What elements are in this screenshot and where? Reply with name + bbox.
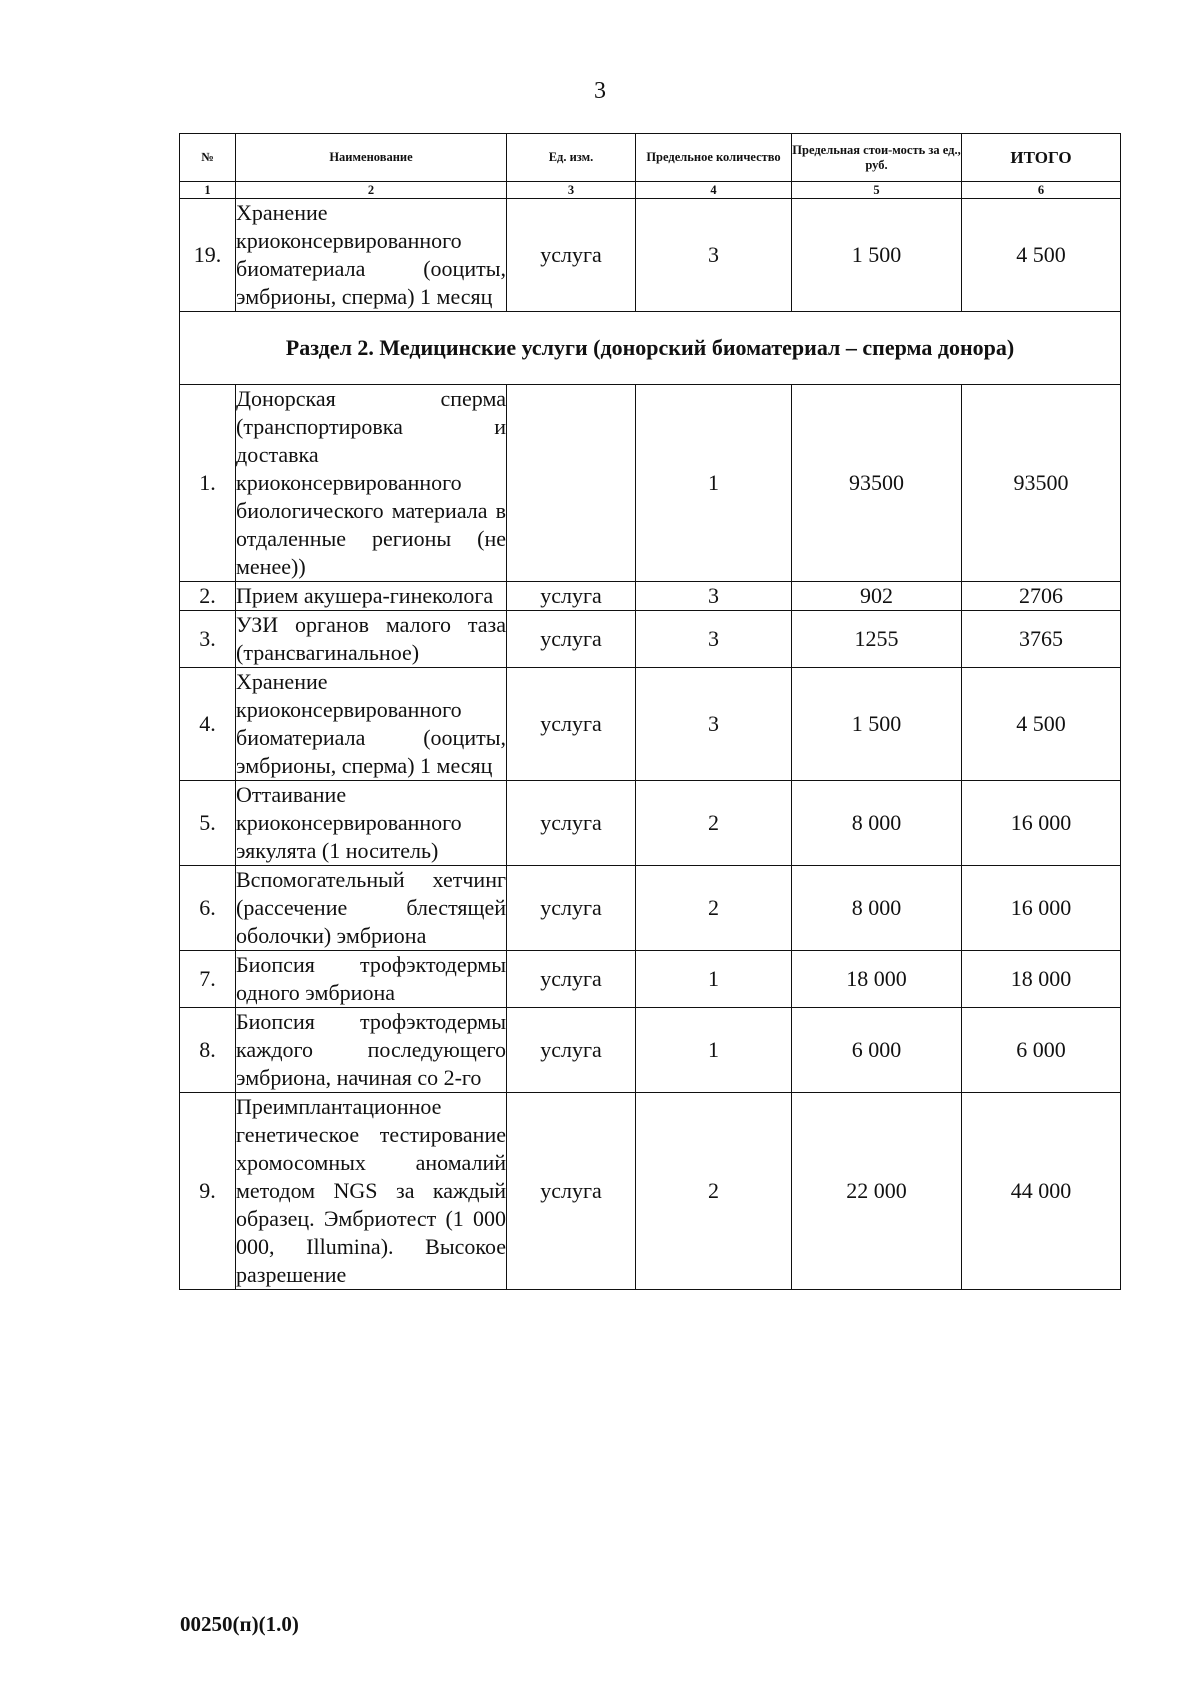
total-cell: 4 500: [962, 668, 1121, 781]
service-name: Биопсия трофэктодермы каждого последующего эмбриона, начиная со 2-го: [236, 1008, 507, 1093]
total-cell: 4 500: [962, 199, 1121, 312]
unit-cell: услуга: [507, 781, 636, 866]
quantity-cell: 3: [636, 199, 792, 312]
service-name: Хранение криоконсервированного биоматериала (ооциты, эмбрионы, сперма) 1 месяц: [236, 668, 507, 781]
row-number: 5.: [180, 781, 236, 866]
unit-cell: услуга: [507, 582, 636, 611]
table-header-row: [180, 134, 1121, 182]
column-number: 4: [636, 182, 792, 199]
document-code: 00250(п)(1.0): [180, 1612, 299, 1636]
column-number: 3: [507, 182, 636, 199]
price-cell: 22 000: [792, 1093, 962, 1290]
row-number: 4.: [180, 668, 236, 781]
service-name: Преимплантационное генетическое тестирование хромосомных аномалий методом NGS за каждый образец. Эмбриотест (1 000 000, Illumina). Высокое разрешение: [236, 1093, 507, 1290]
quantity-cell: 2: [636, 866, 792, 951]
column-number: 1: [180, 182, 236, 199]
row-number: 9.: [180, 1093, 236, 1290]
column-number-row: [180, 182, 1121, 199]
table-row: [180, 1093, 1121, 1290]
table-row: [180, 582, 1121, 611]
total-cell: 6 000: [962, 1008, 1121, 1093]
price-cell: 93500: [792, 385, 962, 582]
unit-cell: услуга: [507, 1008, 636, 1093]
service-name: Вспомогательный хетчинг (рассечение блестящей оболочки) эмбриона: [236, 866, 507, 951]
unit-cell: услуга: [507, 951, 636, 1008]
service-name: Оттаивание криоконсервированного эякулята (1 носитель): [236, 781, 507, 866]
column-number: 2: [236, 182, 507, 199]
table-row: [180, 668, 1121, 781]
table-row: [180, 611, 1121, 668]
column-number: 5: [792, 182, 962, 199]
services-price-table: [179, 133, 1121, 1290]
unit-cell: услуга: [507, 866, 636, 951]
unit-cell: услуга: [507, 611, 636, 668]
total-cell: 16 000: [962, 781, 1121, 866]
quantity-cell: 3: [636, 582, 792, 611]
section-title: Раздел 2. Медицинские услуги (донорский биоматериал – сперма донора): [180, 312, 1121, 385]
row-number: 7.: [180, 951, 236, 1008]
unit-cell: услуга: [507, 668, 636, 781]
service-name: Хранение криоконсервированного биоматериала (ооциты, эмбрионы, сперма) 1 месяц: [236, 199, 507, 312]
table-row: [180, 951, 1121, 1008]
service-name: УЗИ органов малого таза (трансвагинальное): [236, 611, 507, 668]
header-total: ИТОГО: [962, 134, 1121, 182]
unit-cell: услуга: [507, 1093, 636, 1290]
row-number: 3.: [180, 611, 236, 668]
price-cell: 8 000: [792, 866, 962, 951]
price-cell: 18 000: [792, 951, 962, 1008]
price-cell: 1 500: [792, 199, 962, 312]
total-cell: 93500: [962, 385, 1121, 582]
header-number: №: [180, 134, 236, 182]
row-number: 8.: [180, 1008, 236, 1093]
quantity-cell: 2: [636, 781, 792, 866]
table-row: [180, 385, 1121, 582]
quantity-cell: 3: [636, 668, 792, 781]
table-row: [180, 1008, 1121, 1093]
header-quantity: Предельное количество: [636, 134, 792, 182]
header-name: Наименование: [236, 134, 507, 182]
total-cell: 18 000: [962, 951, 1121, 1008]
quantity-cell: 2: [636, 1093, 792, 1290]
table-row: [180, 199, 1121, 312]
section-row: [180, 312, 1121, 385]
column-number: 6: [962, 182, 1121, 199]
table-row: [180, 781, 1121, 866]
price-cell: 1 500: [792, 668, 962, 781]
service-name: Биопсия трофэктодермы одного эмбриона: [236, 951, 507, 1008]
row-number: 2.: [180, 582, 236, 611]
unit-cell: услуга: [507, 199, 636, 312]
row-number: 19.: [180, 199, 236, 312]
service-name: Прием акушера-гинеколога: [236, 582, 507, 611]
row-number: 6.: [180, 866, 236, 951]
price-cell: 6 000: [792, 1008, 962, 1093]
header-unit: Ед. изм.: [507, 134, 636, 182]
price-cell: 902: [792, 582, 962, 611]
quantity-cell: 3: [636, 611, 792, 668]
total-cell: 16 000: [962, 866, 1121, 951]
header-unit-price: Предельная стои-мость за ед., руб.: [792, 134, 962, 182]
total-cell: 44 000: [962, 1093, 1121, 1290]
unit-cell: [507, 385, 636, 582]
quantity-cell: 1: [636, 951, 792, 1008]
quantity-cell: 1: [636, 1008, 792, 1093]
price-cell: 1255: [792, 611, 962, 668]
table-row: [180, 866, 1121, 951]
total-cell: 3765: [962, 611, 1121, 668]
quantity-cell: 1: [636, 385, 792, 582]
service-name: Донорская сперма (транспортировка и доставка криоконсервированного биологического материала в отдаленные регионы (не менее)): [236, 385, 507, 582]
page-number: 3: [594, 78, 606, 104]
total-cell: 2706: [962, 582, 1121, 611]
row-number: 1.: [180, 385, 236, 582]
price-cell: 8 000: [792, 781, 962, 866]
